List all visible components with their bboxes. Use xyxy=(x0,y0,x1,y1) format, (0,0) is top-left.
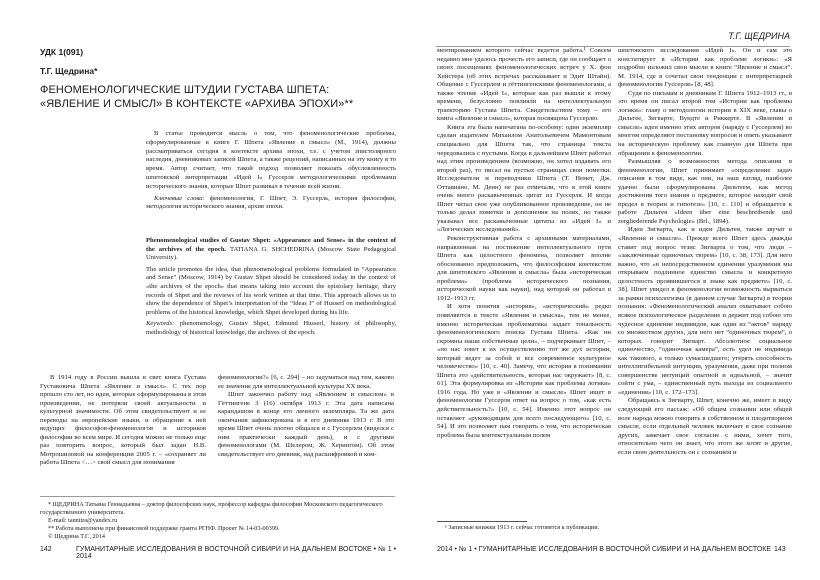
body-paragraph: И хотя понятия «история», «исторический» редко появляются в тексте «Явления и смысла», тем не менее, именно историческая проблематика задает тональность феноменологического поиска Густава Шпета. «Как ни скромны наши собственные цели», – подчеркивает Шпет, – «но нас зовет к их осуществлению тот же дух истории, который ведет за собой и все современное культурное человечество» [10, с. 40]. Замечу, что история в понимании Шпета это «действительность, которая нас окружает» [8, с. 61]. Эта формулировка из «Истории как проблемы логики» 1916 года. Но уже в «Явлении и смысле» Шпет ищет в феноменологии Гуссерля ответ на вопрос о том, «как есть действительность?» [10, с. 54]. Именно этот вопрос он оставляет «руководящим для всего последующего» [10, с. 54]. И это позволяет нам говорить о том, что историческая проблема была контекстуальным полем xyxy=(437,303,611,439)
keywords-en-label: Keywords: xyxy=(146,320,175,328)
page-number: 142 xyxy=(40,546,52,553)
running-head: Т.Г. ЩЕДРИНА xyxy=(728,31,790,41)
body-column-2 xyxy=(218,374,394,459)
keywords-en xyxy=(146,320,396,337)
footnote-1: ¹ Записные книжки 1913 г. сейчас готовятся к публикации. xyxy=(445,524,600,531)
body-paragraph: Обращаясь к Зигварту, Шпет, конечно же, имеет в виду следующий его пассаж: «Об общем сознании или общей воле народа можно говорить в собственном и плодотворном смысле, если отдельный человек включает в свое сознание других, замечает свое согласие с ними, хочет того, относительно чего он знает, что этого же хотят и другие, если свою деятельность он с сознанием и xyxy=(618,397,792,456)
body-paragraph: Реконструктивная работа с архивными материалами, направленная на постижение интеллектуального пути Шпета как целостного феномена, позволяет вполне обоснованно предположить, что философским контекстом для шпетовского «Явления и смысла» была «историческая проблема» (проблема исторического познания, исторической науки как науки), над которой он работал в 1912–1913 гг. xyxy=(437,235,611,302)
body-column-1 xyxy=(40,374,206,468)
title-line-1: ФЕНОМЕНОЛОГИЧЕСКИЕ ШТУДИИ ГУСТАВА ШПЕТА: xyxy=(40,84,330,96)
page-number: 143 xyxy=(774,546,786,553)
right-page xyxy=(410,0,820,580)
article-title xyxy=(40,84,400,111)
body-paragraph: ментированием которого сейчас ведется работа.¹ Совсем недавно мне удалось прочесть его записи, где он сообщает о своих посещениях феноменологических встреч у Х. фон Хейстера (об этих встречах рассказывает и Эдит Штайн). Общение с Гуссерлем и гёттингенскими феноменологами, а также чтение «Идей I», которые как раз вышли к этому времени, безусловно повлияли на интеллектуальную траекторию Густава Шпета. Свидетельством тому – его книга «Явление и смысл», которая посвящена Гуссерлю. xyxy=(437,47,611,123)
title-line-2: «ЯВЛЕНИЕ И СМЫСЛ» В КОНТЕКСТЕ «АРХИВА ЭПОХИ»** xyxy=(40,97,354,110)
journal-footer: 2014 • № 1 • ГУМАНИТАРНЫЕ ИССЛЕДОВАНИЯ В ВОСТОЧНОЙ СИБИРИ И НА ДАЛЬНЕМ ВОСТОКЕ xyxy=(437,546,772,553)
article-author: Т.Г. Щедрина* xyxy=(40,66,98,76)
body-paragraph: Книга эта была напечатана по-особому: один экземпляр сделан издателем Михаилом Анатольевичем Мамонтовым специально для Шпета так, что страницы текста чередовались с пустыми. Когда в дальнейшем Шпет работал над этим произведением (возможно, он хотел издавать его второй раз), то писал на пустых страницах свои пометки. Исследователи и переводчики Шпета (Т. Немет, Дж. Оттавиано, М. Денн) не раз отмечали, что в этой книге очень много раскавыченных цитат из Гуссерля. И когда Шпет читал свое уже опубликованное произведение, он не только делал пометки и дополнения на полях, но также указывал все раскавыченные цитаты из «Идей I» и «Логических исследований». xyxy=(437,123,611,234)
journal-footer: ГУМАНИТАРНЫЕ ИССЛЕДОВАНИЯ В ВОСТОЧНОЙ СИБИРИ И НА ДАЛЬНЕМ ВОСТОКЕ • № 1 • 2014 xyxy=(76,546,397,560)
body-column-2 xyxy=(618,47,792,457)
body-paragraph: В 1914 году в России вышла в свет книга Густава Густавовича Шпета «Явление и смысл». С тех пор прошло сто лет, но идеи, которые сформулированы в этом произведении, не потеряли своей актуальности и культурной значимости. Об этом свидетельствуют и ее переводы на европейские языки, и обращение к ней ведущих философов-феноменологов и историков философии во всем мире. И сегодня можно не только еще раз повторить вопрос, который был задан Н.В. Мотрошиловой на конференции 2005 г. – «сохраняет ли работа Шпета <…> свой смысл для понимания xyxy=(40,374,206,467)
abstract-en-author: TATIANA G. SHCHEDRINA (Moscow State Pedagogical University). xyxy=(146,245,396,262)
footnote-email: E-mail: tannitra@yandex.ru xyxy=(48,517,118,525)
udk-code: УДК 1(091) xyxy=(40,47,84,57)
abstract-russian xyxy=(146,130,396,215)
body-paragraph: шпетовского исследования «Идей I». Он и сам это констатирует в «Истории как проблеме логики»: «Я подробно изложил свои мысли в книге “Явление и смысл”. М. 1914, где я сочетал свои тенденции с интерпретацией феноменологии Гуссерля» [8, 48]. xyxy=(618,47,792,89)
abstract-english xyxy=(146,237,396,341)
footnote-author: * ЩЕДРИНА Татьяна Геннадьевна – доктор философских наук, профессор кафедры философии Московского педагогического государственного университета. xyxy=(40,501,383,517)
body-paragraph: феноменологии?» [6, с. 294] – но задуматься над тем, каково ее значение для интеллектуальной культуры XX века. xyxy=(218,374,394,390)
footnote-copyright: © Щедрина Т.Г., 2014 xyxy=(48,533,105,541)
body-paragraph: Размышляя о возможностях метода описания в феноменологии, Шпет принимает «определение задач описания в том виде, как они, на наш взгляд, наиболее удачно были сформулированы Дильтеем, как метод достижения того знания о предмете, которое находит свой предел в теории и гипотезе» [10, с. 110] и обращается к работе Дильтея «Ideen über eine beschreibende und zergliederende Psychologie» (Brl., 1894). xyxy=(618,158,792,225)
body-paragraph: Судя по письмам и дневникам Г. Шпета 1912–1913 гг., в это время он писал второй том «Истории как проблемы логики»: главу о методологии истории в XIX веке, главы о Дильтее, Зигварте, Вундте и Риккерте. В «Явлении и смысле» идеи именно этих авторов (наряду с Гуссерлем) во многом определяют постановку вопросов и опять указывают на историческую проблему как главную для Шпета при обращении к феноменологии. xyxy=(618,89,792,157)
abstract-en-text: The article promotes the idea, that phenomenological problems formulated in “Appearance and Sense” (Moscow, 1914) by Gustav Shpet should be considered today in the context of «the archives of the epoch» that means taking into account the epistolary heritage, diary records of Shpet and the reviews of his work written at that time. This approach allows us to show the dependence of Shpet’s interpretation of the “Ideas I” of Husserl on methodological problems of the historical knowledge, which Shpet developed during his life. xyxy=(146,265,396,316)
body-column-1 xyxy=(437,47,611,440)
abstract-en-title: Phenomenological studies of Gustav Shpet: «Appearance and Sense» in the context of the archives of the epoch. xyxy=(146,237,396,253)
footnote-divider xyxy=(40,496,395,497)
footnotes xyxy=(40,501,392,541)
keywords-en-text: phenomenology, Gustav Shpet, Edmund Husserl, history of philosophy, methodology of historical knowledge, the archives of the epoch. xyxy=(146,320,396,336)
keywords-ru-label: Ключевые слова: xyxy=(154,194,205,202)
body-paragraph: Шпет закончил работу над «Явлением и смыслом» в Гёттингене 3 (16) октября 1913 г. Эта дата написана карандашом в конце его личного экземпляра. Та же дата окончания зафиксирована и в его дневнике 1913 г. В это время Шпет очень плотно общался и с Гуссерлем (виделся с ним практически каждый день), и с другими феноменологами (М. Шелером, Ж. Херингом). Об этом свидетельствует его дневник, над расшифровкой и ком- xyxy=(218,391,394,458)
abstract-ru-text: В статье проводится мысль о том, что феноменологические проблемы, сформулированные в книге Г. Шпета «Явление и смысл» (М., 1914), должны рассматриваться сегодня в контексте архива эпохи, т.е. с учетом эпистолярного наследия, дневниковых записей Шпета, а также рецензий, написанных на эту книгу в то время. Автор считает, что такой подход позволяет показать обусловленность шпетовской интерпретации «Идей I» Гуссерля методологическими проблемами исторического знания, которые Шпет развивал в течение всей жизни. xyxy=(146,130,396,190)
footnote-divider xyxy=(437,521,527,522)
keywords-ru xyxy=(146,195,396,213)
footnote-grant: ** Работа выполнена при финансовой поддержке гранта РГНФ. Проект № 14-03-00399. xyxy=(48,525,280,533)
body-paragraph: Идеи Зигварта, как и идеи Дильтея, также звучат в «Явлении и смысле». Прежде всего Шпет здесь дважды ставит под вопрос тезис Зигварта о том, что люди – «заключенные одиночных тюрем» [10, с. 38, 173]. Для него важно, что «в непосредственном единении уразумения мы открываем подлинное единство смысла и конкретную целостность проявившегося в знаке как предмете» [10, с. 38]. Шпет увидел в феноменологии возможность вырваться за рамки психологизма (в данном случае Зигварта) в теории познания: «Феноменологический анализ охватывает собою всякое психологическое разделение и держит под собою это чудесное единение индивидов, как один из “актов” наряду со множеством других, для него нет “одиночных тюрем”, о которых говорит Зигварт. Абсолютное социальное одиночество, “одиночная камера”, есть удел не индивида как такового, а только сумасшедшего; утерять способность интеллигибельной интуиции, уразумения, даже при полном совершенстве интуиций опытной и идеальной, – значит сойти с ума, – единственный путь выхода из социального «единения» [10, с. 172–173]. xyxy=(618,226,792,396)
abstract-en-heading xyxy=(146,237,396,263)
keywords-ru-text: феноменология, Г. Шпет, Э. Гуссерль, история философии, методология исторического знания, архив эпохи. xyxy=(146,194,397,211)
